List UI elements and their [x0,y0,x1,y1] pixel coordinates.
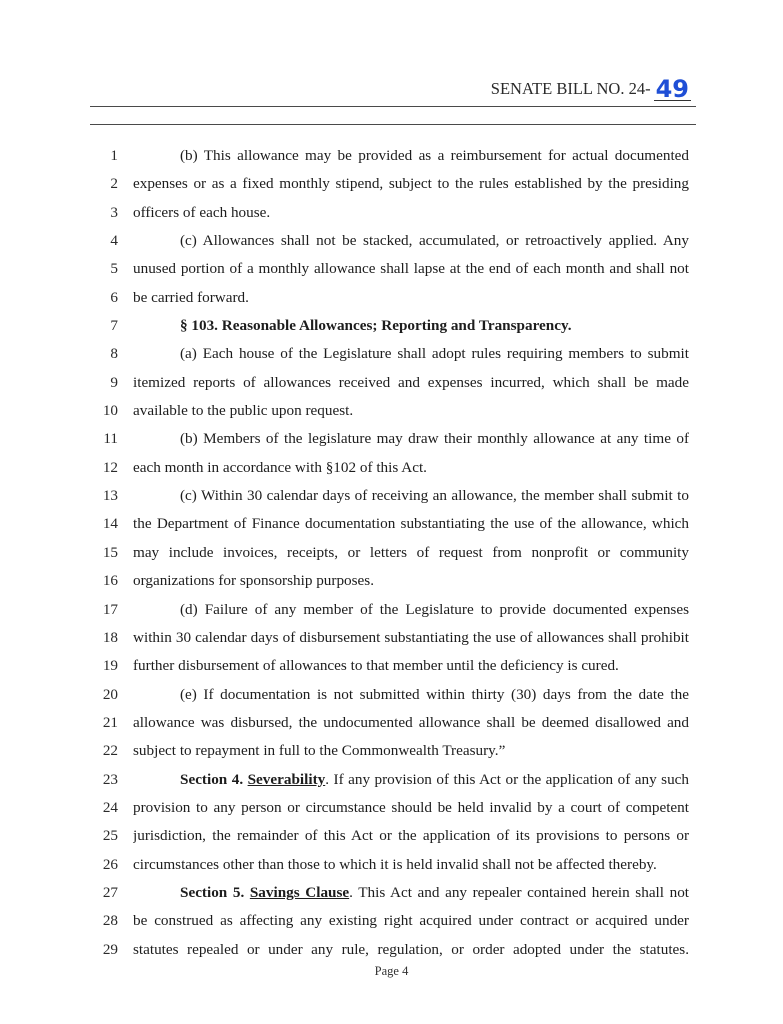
line-text: the Department of Finance documentation substantiating the use of the allowance, which [133,515,689,533]
line-number: 3 [110,203,118,221]
line [0,567,783,595]
line [0,255,783,283]
line-text: may include invoices, receipts, or letters of request from nonprofit or community [133,543,689,561]
line-number: 15 [102,543,118,561]
line [0,879,783,907]
line-number: 27 [102,883,118,901]
line [0,142,783,170]
line [0,425,783,453]
line [0,596,783,624]
line [0,312,783,340]
line-number: 11 [103,430,118,448]
line-text: be carried forward. [133,288,249,306]
handwritten-bill-number: 49 [655,75,689,103]
line-number: 22 [102,742,118,760]
line-text: be construed as affecting any existing right acquired under contract or acquired under [133,912,689,930]
section-4-text: . If any provision of this Act or the application of any such [325,770,689,788]
line-text: provision to any person or circumstance should be held invalid by a court of competent [133,798,689,816]
line-number: 7 [110,317,118,335]
line [0,794,783,822]
line [0,822,783,850]
line-text: expenses or as a fixed monthly stipend, subject to the rules established by the presiding [133,175,689,193]
line [0,681,783,709]
line [0,737,783,765]
line-number: 8 [110,345,118,363]
line-text: subject to repayment in full to the Commonwealth Treasury.” [133,742,506,760]
line [0,284,783,312]
line [0,907,783,935]
section-5-label: Section 5. [180,883,250,901]
bill-label: SENATE BILL NO. 24- [490,79,651,98]
header-rule-bottom [90,124,696,125]
line-text: itemized reports of allowances received and expenses incurred, which shall be made [133,373,689,391]
line-number: 19 [102,657,118,675]
line-text: allowance was disbursed, the undocumented allowance shall be deemed disallowed and [133,713,689,731]
savings-clause-heading: Savings Clause [249,883,350,901]
line-number: 18 [102,628,118,646]
line [0,199,783,227]
line-text: circumstances other than those to which it is held invalid shall not be affected thereby. [133,855,657,873]
page-number: Page 4 [374,964,409,978]
bill-header [490,75,691,103]
line-text: (a) Each house of the Legislature shall adopt rules requiring members to submit [180,345,689,363]
line [0,539,783,567]
line-text: (d) Failure of any member of the Legislature to provide documented expenses [180,600,689,618]
line-number: 10 [102,402,118,420]
line-number: 16 [102,572,118,590]
line-text: each month in accordance with §102 of this Act. [133,458,427,476]
line-text: (e) If documentation is not submitted within thirty (30) days from the date the [180,685,689,703]
line-text: available to the public upon request. [133,402,354,420]
line-text: officers of each house. [133,203,271,221]
line-number: 20 [102,685,118,703]
line-text: statutes repealed or under any rule, regulation, or order adopted under the statutes. [133,940,689,958]
line-text: organizations for sponsorship purposes. [133,572,375,590]
line-number: 1 [110,147,118,164]
line [0,369,783,397]
line [0,652,783,680]
line-text: within 30 calendar days of disbursement substantiating the use of allowances shall prohibit [133,628,689,646]
line-number: 6 [110,288,118,306]
line-number: 26 [102,855,118,873]
line-number: 25 [102,827,118,845]
section-4-label: Section 4. [180,770,248,788]
line [0,709,783,737]
line-text [180,766,689,794]
line [0,397,783,425]
line-text: (c) Within 30 calendar days of receiving an allowance, the member shall submit to [180,487,689,505]
line [0,624,783,652]
line [0,851,783,879]
line-text: jurisdiction, the remainder of this Act or the application of its provisions to persons or [133,827,689,845]
line-text: further disbursement of allowances to that member until the deficiency is cured. [133,657,619,675]
line-number: 24 [102,798,118,816]
line-text: unused portion of a monthly allowance shall lapse at the end of each month and shall not [133,260,689,278]
line-number: 5 [110,260,118,278]
numbered-text-body [0,142,783,964]
line-number: 17 [102,600,118,618]
line-number: 12 [102,458,118,476]
line [0,766,783,794]
line-number: 29 [102,940,118,958]
line-text: (c) Allowances shall not be stacked, accumulated, or retroactively applied. Any [180,232,689,250]
line-number: 13 [102,487,118,505]
line-number: 9 [110,373,118,391]
severability-heading: Severability [247,770,326,788]
line [0,936,783,964]
line [0,227,783,255]
line-text [180,879,689,907]
line-number: 21 [102,713,118,731]
line-number: 4 [110,232,118,250]
line [0,340,783,368]
section-5-text: . This Act and any repealer contained herein shall not [349,883,689,901]
line-number: 2 [110,175,118,193]
line-number: 14 [102,515,118,533]
section-heading-103: § 103. Reasonable Allowances; Reporting and Transparency. [180,317,572,335]
line [0,170,783,198]
line-text: (b) Members of the legislature may draw their monthly allowance at any time of [180,430,689,448]
line-number: 28 [102,912,118,930]
line [0,510,783,538]
line [0,454,783,482]
line-number: 23 [102,770,118,788]
line-text: (b) This allowance may be provided as a reimbursement for actual documented [180,147,689,164]
header-rule-top [90,106,696,107]
line [0,482,783,510]
